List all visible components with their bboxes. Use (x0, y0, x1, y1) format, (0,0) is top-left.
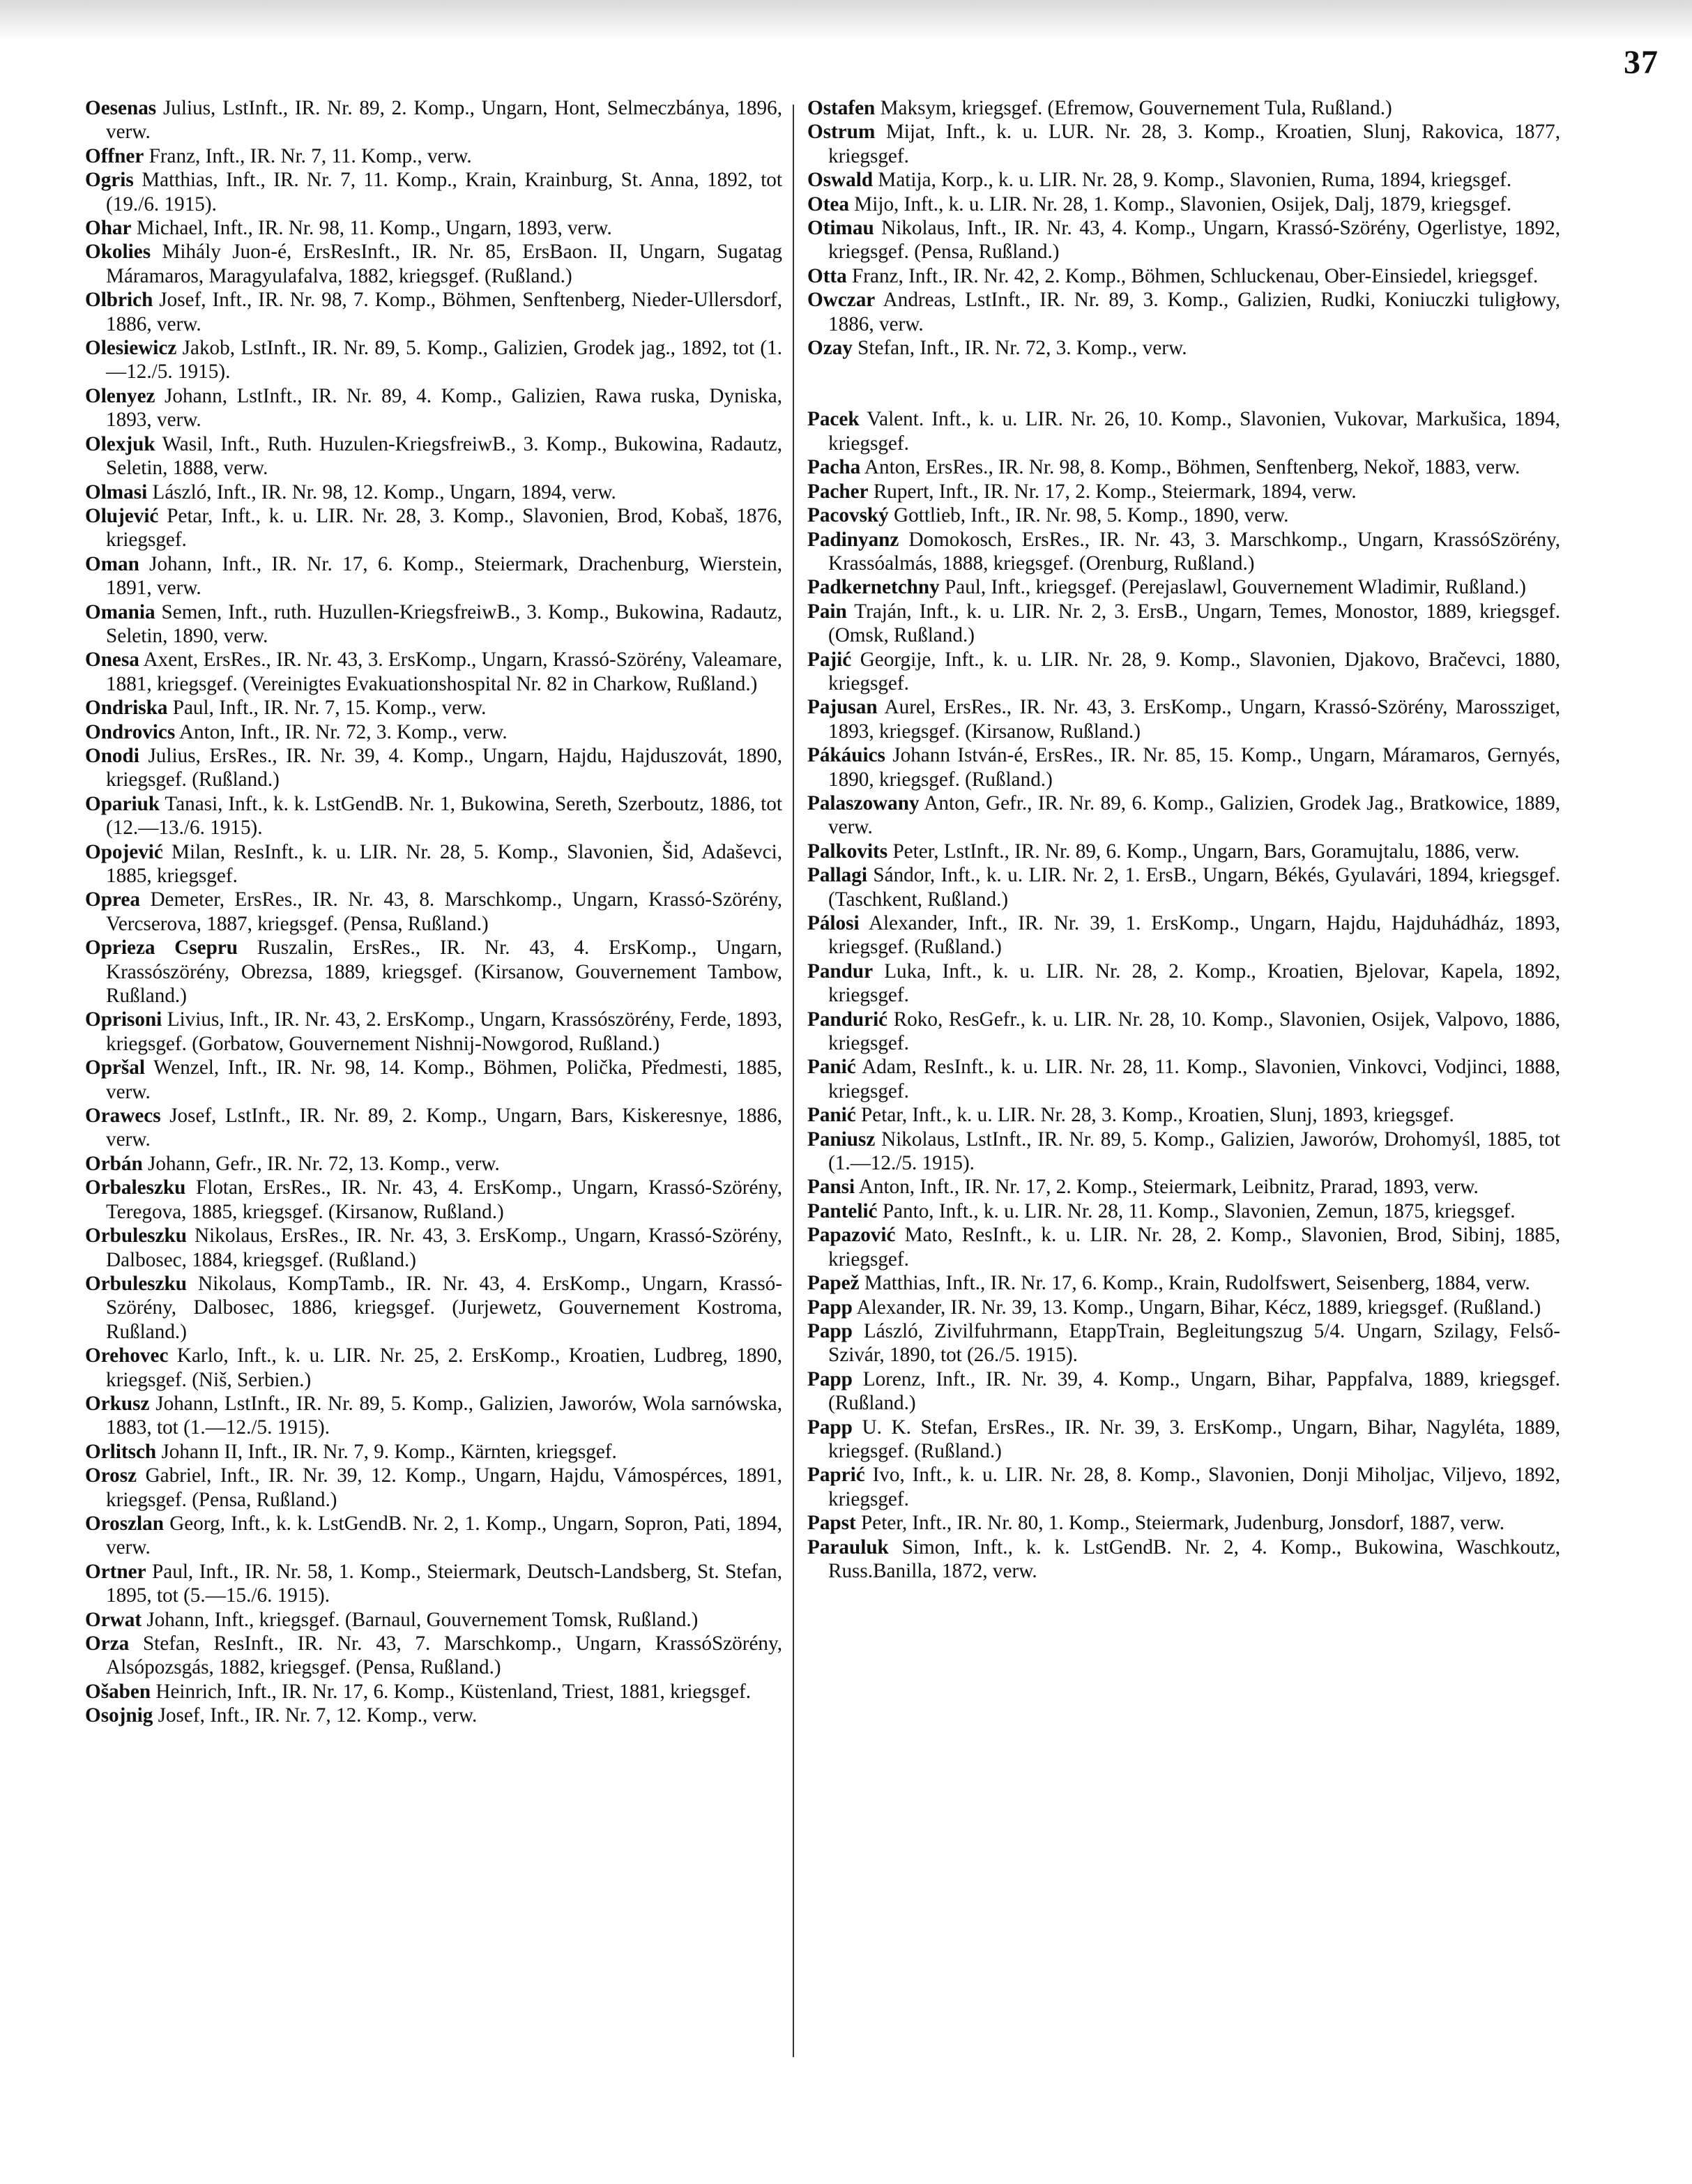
entry-surname: Ostrum (807, 121, 876, 144)
entry-surname: Onesa (85, 649, 139, 672)
entry-details: Domokosch, ErsRes., IR. Nr. 43, 3. Marschkomp., Ungarn, KrassóSzörény, Krassóalmás, 1888, kriegsgef. (Orenburg, Rußland.) (828, 528, 1560, 575)
register-entry (85, 648, 782, 696)
entry-surname: Pain (807, 600, 847, 623)
entry-details: Nikolaus, LstInft., IR. Nr. 89, 5. Komp., Galizien, Jaworów, Drohomyśl, 1885, tot (1.—12./5. 1915). (828, 1128, 1560, 1175)
entry-surname: Oprieza Csepru (85, 936, 238, 960)
entry-surname: Olenyez (85, 384, 155, 407)
register-entry (85, 384, 782, 432)
register-entry (807, 407, 1560, 455)
register-entry (85, 1344, 782, 1392)
register-entry (807, 863, 1560, 911)
entry-surname: Papp (807, 1296, 853, 1319)
entry-details: Andreas, LstInft., IR. Nr. 89, 3. Komp., Galizien, Rudki, Koniuczki tuligłowy, 1886, verw. (828, 289, 1560, 335)
entry-details: Johann, LstInft., IR. Nr. 89, 4. Komp., Galizien, Rawa ruska, Dyniska, 1893, verw. (106, 384, 782, 432)
entry-details: Julius, ErsRes., IR. Nr. 39, 4. Komp., Ungarn, Hajdu, Hajduszovát, 1890, kriegsgef. (Rußland.) (106, 744, 782, 791)
entry-details: Stefan, ResInft., IR. Nr. 43, 7. Marschkomp., Ungarn, KrassóSzörény, Alsópozsgás, 1882, kriegsgef. (Pensa, Rußland.) (106, 1632, 783, 1679)
register-entry (85, 1680, 782, 1704)
entry-surname: Pacher (807, 480, 869, 503)
entry-details: Gottlieb, Inft., IR. Nr. 98, 5. Komp., 1890, verw. (894, 504, 1289, 527)
entry-details: Matija, Korp., k. u. LIR. Nr. 28, 9. Komp., Slavonien, Ruma, 1894, kriegsgef. (878, 169, 1512, 192)
register-entry (85, 1104, 782, 1152)
entry-details: Franz, Inft., IR. Nr. 7, 11. Komp., verw. (148, 144, 472, 167)
entry-details: Ivo, Inft., k. u. LIR. Nr. 28, 8. Komp., Slavonien, Donji Miholjac, Viljevo, 1892, kriegsgef. (828, 1464, 1560, 1510)
register-entry (85, 1464, 782, 1512)
register-entry (85, 1008, 782, 1056)
entry-surname: Oprisoni (85, 1008, 162, 1031)
register-entry (807, 503, 1560, 527)
register-entry (85, 144, 782, 168)
entry-surname: Osojnig (85, 1704, 153, 1727)
register-entry (85, 1056, 782, 1104)
entry-details: Mijat, Inft., k. u. LUR. Nr. 28, 3. Komp., Kroatien, Slunj, Rakovica, 1877, kriegsgef. (828, 121, 1560, 167)
entry-surname: Orwat (85, 1608, 142, 1631)
page-number: 37 (1624, 44, 1659, 81)
entry-surname: Orawecs (85, 1105, 161, 1128)
register-entry (85, 168, 782, 216)
entry-details: Heinrich, Inft., IR. Nr. 17, 6. Komp., Küstenland, Triest, 1881, kriegsgef. (155, 1680, 752, 1703)
register-entry (85, 216, 782, 240)
register-entry (807, 1128, 1560, 1176)
register-entry (807, 1008, 1560, 1056)
entry-surname: Opariuk (85, 792, 160, 815)
register-entry (807, 336, 1560, 360)
register-entry (85, 1176, 782, 1224)
entry-surname: Pálosi (807, 912, 860, 934)
entry-details: Josef, Inft., IR. Nr. 98, 7. Komp., Böhmen, Senftenberg, Nieder-Ullersdorf, 1886, verw. (106, 289, 782, 335)
register-entry (807, 480, 1560, 503)
scan-edge-shadow (0, 0, 1692, 42)
entry-details: Lorenz, Inft., IR. Nr. 39, 4. Komp., Ungarn, Bihar, Pappfalva, 1889, kriegsgef. (Rußland.) (828, 1367, 1561, 1415)
register-entry (85, 792, 782, 840)
register-entry (85, 1632, 782, 1680)
register-entry (807, 1055, 1560, 1103)
register-entry (85, 552, 782, 600)
entry-surname: Orza (85, 1632, 130, 1655)
right-column (807, 96, 1560, 1583)
entry-details: Mijo, Inft., k. u. LIR. Nr. 28, 1. Komp., Slavonien, Osijek, Dalj, 1879, kriegsgef. (854, 192, 1512, 215)
register-entry (807, 1103, 1560, 1127)
entry-details: Franz, Inft., IR. Nr. 42, 2. Komp., Böhmen, Schluckenau, Ober-Einsiedel, kriegsgef. (852, 264, 1539, 287)
entry-details: Karlo, Inft., k. u. LIR. Nr. 25, 2. ErsKomp., Kroatien, Ludbreg, 1890, kriegsgef. (Niš, Serbien.) (106, 1344, 782, 1391)
entry-surname: Orlitsch (85, 1440, 157, 1463)
entry-details: Johann II, Inft., IR. Nr. 7, 9. Komp., Kärnten, kriegsgef. (161, 1440, 617, 1463)
register-entry (85, 720, 782, 744)
entry-details: Johann, Gefr., IR. Nr. 72, 13. Komp., verw. (148, 1152, 500, 1175)
entry-surname: Orbuleszku (85, 1272, 187, 1295)
entry-surname: Ozay (807, 337, 853, 360)
entry-surname: Ortner (85, 1560, 146, 1583)
entry-surname: Pandur (807, 960, 874, 983)
register-entry (807, 1175, 1560, 1199)
entry-details: Ruszalin, ErsRes., IR. Nr. 43, 4. ErsKomp., Ungarn, Krassószörény, Obrezsa, 1889, kriegsgef. (Kirsanow, Gouvernement Tambow, Rußland.) (106, 936, 782, 1008)
register-entry (807, 1223, 1560, 1271)
entry-details: Peter, Inft., IR. Nr. 80, 1. Komp., Steiermark, Judenburg, Jonsdorf, 1887, verw. (861, 1512, 1504, 1535)
entry-surname: Oswald (807, 169, 874, 192)
entry-details: Georgije, Inft., k. u. LIR. Nr. 28, 9. Komp., Slavonien, Djakovo, Bračevci, 1880, kriegsgef. (828, 648, 1561, 695)
entry-surname: Papež (807, 1272, 860, 1295)
entry-surname: Padkernetchny (807, 576, 940, 599)
entry-surname: Omania (85, 600, 155, 623)
register-entry (807, 455, 1560, 479)
entry-details: Aurel, ErsRes., IR. Nr. 43, 3. ErsKomp., Ungarn, Krassó-Szörény, Marossziget, 1893, kriegsgef. (Kirsanow, Rußland.) (828, 696, 1560, 743)
entry-details: Roko, ResGefr., k. u. LIR. Nr. 28, 10. Komp., Slavonien, Osijek, Valpovo, 1886, kriegsgef. (828, 1008, 1560, 1055)
register-entry (807, 288, 1560, 336)
register-entry (807, 216, 1560, 264)
entry-surname: Orbuleszku (85, 1224, 187, 1248)
entry-surname: Ogris (85, 169, 134, 192)
entry-surname: Pandurić (807, 1008, 888, 1031)
entry-details: Nikolaus, KompTamb., IR. Nr. 43, 4. ErsKomp., Ungarn, Krassó-Szörény, Dalbosec, 1886, kriegsgef. (Jurjewetz, Gouvernement Kostroma, Rußland.) (106, 1272, 782, 1343)
entry-details: Paul, Inft., IR. Nr. 7, 15. Komp., verw. (172, 697, 487, 720)
entry-details: Anton, ErsRes., IR. Nr. 98, 8. Komp., Böhmen, Senftenberg, Nekoř, 1883, verw. (864, 456, 1520, 479)
entry-surname: Papp (807, 1367, 853, 1390)
entry-surname: Orehovec (85, 1344, 169, 1367)
entry-details: Wenzel, Inft., IR. Nr. 98, 14. Komp., Böhmen, Polička, Předmesti, 1885, verw. (106, 1056, 782, 1103)
entry-surname: Ohar (85, 217, 132, 240)
entry-details: Anton, Gefr., IR. Nr. 89, 6. Komp., Galizien, Grodek Jag., Bratkowice, 1889, verw. (828, 791, 1561, 839)
register-entry (85, 336, 782, 384)
entry-details: Johann, LstInft., IR. Nr. 89, 5. Komp., Galizien, Jaworów, Wola sarnówska, 1883, tot (1.—12./5. 1915). (106, 1392, 782, 1439)
register-entry (807, 648, 1560, 696)
entry-details: Flotan, ErsRes., IR. Nr. 43, 4. ErsKomp., Ungarn, Krassó-Szörény, Teregova, 1885, kriegsgef. (Kirsanow, Rußland.) (106, 1176, 782, 1223)
register-entry (807, 1416, 1560, 1464)
entry-details: Stefan, Inft., IR. Nr. 72, 3. Komp., verw. (858, 337, 1187, 360)
entry-surname: Otta (807, 264, 847, 287)
entry-surname: Palaszowany (807, 791, 920, 814)
entry-surname: Pacha (807, 456, 861, 479)
entry-details: Panto, Inft., k. u. LIR. Nr. 28, 11. Komp., Slavonien, Zemun, 1875, kriegsgef. (882, 1199, 1516, 1222)
entry-details: Demeter, ErsRes., IR. Nr. 43, 8. Marschkomp., Ungarn, Krassó-Szörény, Vercserova, 1887, kriegsgef. (Pensa, Rußland.) (106, 888, 783, 935)
entry-details: Tanasi, Inft., k. k. LstGendB. Nr. 1, Bukowina, Sereth, Szerboutz, 1886, tot (12.—13./6. 1915). (106, 792, 782, 840)
register-entry (85, 936, 782, 1008)
entry-surname: Otimau (807, 217, 874, 240)
entry-details: Gabriel, Inft., IR. Nr. 39, 12. Komp., Ungarn, Hajdu, Vámospérces, 1891, kriegsgef. (Pensa, Rußland.) (106, 1464, 782, 1511)
register-entry (807, 528, 1560, 576)
entry-details: Milan, ResInft., k. u. LIR. Nr. 28, 5. Komp., Slavonien, Šid, Adaševci, 1885, kriegsgef. (106, 840, 783, 887)
section-o (807, 96, 1560, 360)
register-entry (85, 600, 782, 649)
section-p (807, 407, 1560, 1583)
entry-details: Josef, LstInft., IR. Nr. 89, 2. Komp., Ungarn, Bars, Kiskeresnye, 1886, verw. (106, 1105, 783, 1151)
register-entry (85, 1512, 782, 1560)
entry-surname: Pákáuics (807, 744, 885, 767)
entry-details: László, Zivilfuhrmann, EtappTrain, Begleitungszug 5/4. Ungarn, Szilagy, Felső-Szivár, 1890, tot (26./5. 1915). (828, 1319, 1560, 1367)
register-entry (807, 1511, 1560, 1535)
entry-surname: Ošaben (85, 1680, 151, 1703)
entry-surname: Olbrich (85, 289, 153, 312)
entry-surname: Pajić (807, 648, 852, 671)
register-entry (85, 744, 782, 792)
entry-surname: Olesiewicz (85, 337, 177, 360)
register-entry (807, 120, 1560, 168)
register-entry (807, 1199, 1560, 1223)
register-entry (807, 1271, 1560, 1295)
register-entry (85, 1608, 782, 1632)
entry-surname: Pantelić (807, 1199, 878, 1222)
entry-surname: Pajusan (807, 696, 878, 719)
entry-details: Georg, Inft., k. k. LstGendB. Nr. 2, 1. Komp., Ungarn, Sopron, Pati, 1894, verw. (106, 1512, 782, 1559)
entry-details: Julius, LstInft., IR. Nr. 89, 2. Komp., Ungarn, Hont, Selmeczbánya, 1896, verw. (106, 97, 783, 144)
entry-surname: Panić (807, 1104, 856, 1127)
register-entry (85, 432, 782, 480)
entry-details: László, Inft., IR. Nr. 98, 12. Komp., Ungarn, 1894, verw. (152, 480, 616, 503)
entry-details: Wasil, Inft., Ruth. Huzulen-KriegsfreiwB., 3. Komp., Bukowina, Radautz, Seletin, 1888, verw. (106, 432, 782, 480)
entry-surname: Pacek (807, 408, 860, 431)
register-entry (807, 791, 1560, 840)
entry-details: Semen, Inft., ruth. Huzullen-KriegsfreiwB., 3. Komp., Bukowina, Radautz, Seletin, 1890, verw. (106, 600, 782, 647)
entry-surname: Oprea (85, 888, 140, 911)
register-entry (807, 1367, 1560, 1416)
entry-surname: Parauluk (807, 1535, 889, 1559)
entry-details: Peter, LstInft., IR. Nr. 89, 6. Komp., Ungarn, Bars, Goramujtalu, 1886, verw. (892, 840, 1520, 863)
entry-details: Matthias, Inft., IR. Nr. 7, 11. Komp., Krain, Krainburg, St. Anna, 1892, tot (19./6. 1915). (106, 169, 782, 215)
entry-details: Johann István-é, ErsRes., IR. Nr. 85, 15. Komp., Ungarn, Máramaros, Gernyés, 1890, kriegsgef. (Rußland.) (828, 744, 1560, 791)
entry-surname: Orbán (85, 1152, 143, 1175)
entry-surname: Olexjuk (85, 432, 155, 455)
entry-details: Rupert, Inft., IR. Nr. 17, 2. Komp., Steiermark, 1894, verw. (873, 480, 1357, 503)
entry-details: Mato, ResInft., k. u. LIR. Nr. 28, 2. Komp., Slavonien, Brod, Sibinj, 1885, kriegsgef. (828, 1224, 1560, 1271)
entry-details: Adam, ResInft., k. u. LIR. Nr. 28, 11. Komp., Slavonien, Vinkovci, Vodjinci, 1888, kriegsgef. (828, 1056, 1560, 1102)
entry-surname: Orbaleszku (85, 1176, 186, 1199)
entry-surname: Owczar (807, 289, 876, 312)
entry-surname: Paprić (807, 1464, 865, 1487)
register-entry (807, 168, 1560, 192)
entry-surname: Otea (807, 192, 849, 215)
entry-details: Nikolaus, ErsRes., IR. Nr. 43, 3. ErsKomp., Ungarn, Krassó-Szörény, Dalbosec, 1884, kriegsgef. (Rußland.) (106, 1224, 783, 1271)
register-entry (85, 1152, 782, 1176)
entry-surname: Offner (85, 144, 144, 167)
entry-details: Traján, Inft., k. u. LIR. Nr. 2, 3. ErsB., Ungarn, Temes, Monostor, 1889, kriegsgef. (Omsk, Rußland.) (828, 600, 1560, 647)
register-entry (807, 1535, 1560, 1584)
entry-surname: Palkovits (807, 840, 888, 863)
entry-details: Johann, Inft., kriegsgef. (Barnaul, Gouvernement Tomsk, Rußland.) (146, 1608, 699, 1631)
entry-surname: Papp (807, 1416, 853, 1439)
entry-surname: Ondriska (85, 697, 168, 720)
entry-surname: Oman (85, 552, 139, 575)
entry-surname: Orkusz (85, 1392, 150, 1415)
entry-surname: Olmasi (85, 480, 148, 503)
entry-surname: Papst (807, 1512, 856, 1535)
entry-surname: Pansi (807, 1176, 855, 1199)
register-entry (85, 1224, 782, 1272)
register-entry (807, 96, 1560, 120)
register-entry (807, 1319, 1560, 1367)
entry-details: Nikolaus, Inft., IR. Nr. 43, 4. Komp., Ungarn, Krassó-Szörény, Ogerlistye, 1892, kriegsgef. (Pensa, Rußland.) (828, 217, 1560, 264)
register-entry (85, 96, 782, 144)
register-entry (85, 504, 782, 552)
entry-details: Sándor, Inft., k. u. LIR. Nr. 2, 1. ErsB., Ungarn, Békés, Gyulavári, 1894, kriegsgef. (Taschkent, Rußland.) (828, 864, 1560, 911)
entry-surname: Papazović (807, 1224, 896, 1247)
register-entry (85, 888, 782, 936)
entry-surname: Pacovský (807, 504, 889, 527)
register-entry (85, 1560, 782, 1608)
entry-surname: Papp (807, 1319, 853, 1342)
entry-details: Mihály Juon-é, ErsResInft., IR. Nr. 85, ErsBaon. II, Ungarn, Sugatag Máramaros, Maragyulafalva, 1882, kriegsgef. (Rußland.) (106, 241, 782, 287)
left-column (85, 96, 782, 1728)
entry-surname: Padinyanz (807, 528, 899, 551)
entry-surname: Ondrovics (85, 720, 176, 743)
entry-details: Luka, Inft., k. u. LIR. Nr. 28, 2. Komp., Kroatien, Bjelovar, Kapela, 1892, kriegsgef. (828, 960, 1560, 1007)
entry-details: Valent. Inft., k. u. LIR. Nr. 26, 10. Komp., Slavonien, Vukovar, Markušica, 1894, kriegsgef. (828, 408, 1560, 455)
entry-details: Livius, Inft., IR. Nr. 43, 2. ErsKomp., Ungarn, Krassószörény, Ferde, 1893, kriegsgef. (Gorbatow, Gouvernement Nishnij-Nowgorod, Rußland.) (106, 1008, 782, 1055)
entry-details: Josef, Inft., IR. Nr. 7, 12. Komp., verw. (158, 1704, 478, 1727)
entry-surname: Pallagi (807, 864, 867, 887)
entry-details: Alexander, IR. Nr. 39, 13. Komp., Ungarn, Bihar, Kécz, 1889, kriegsgef. (Rußland.) (856, 1296, 1541, 1319)
entry-details: Anton, Inft., IR. Nr. 17, 2. Komp., Steiermark, Leibnitz, Prarad, 1893, verw. (858, 1176, 1479, 1199)
register-entry (807, 600, 1560, 648)
register-entry (807, 192, 1560, 216)
entry-surname: Oroszlan (85, 1512, 164, 1535)
register-entry (807, 1463, 1560, 1511)
entry-surname: Paniusz (807, 1128, 876, 1151)
entry-details: Matthias, Inft., IR. Nr. 17, 6. Komp., Krain, Rudolfswert, Seisenberg, 1884, verw. (864, 1272, 1530, 1295)
register-entry (85, 288, 782, 336)
register-entry (85, 1272, 782, 1344)
entry-details: Michael, Inft., IR. Nr. 98, 11. Komp., Ungarn, 1893, verw. (136, 217, 612, 240)
register-entry (85, 480, 782, 504)
register-entry (807, 575, 1560, 599)
column-divider (793, 105, 794, 2057)
register-entry (85, 696, 782, 720)
entry-details: Jakob, LstInft., IR. Nr. 89, 5. Komp., Galizien, Grodek jag., 1892, tot (1.—12./5. 1915). (106, 337, 783, 384)
register-entry (85, 1392, 782, 1440)
entry-surname: Okolies (85, 241, 151, 264)
entry-details: Paul, Inft., kriegsgef. (Perejaslawl, Gouvernement Wladimir, Rußland.) (945, 576, 1526, 599)
entry-details: U. K. Stefan, ErsRes., IR. Nr. 39, 3. ErsKomp., Ungarn, Bihar, Nagyléta, 1889, kriegsgef. (Rußland.) (828, 1416, 1560, 1462)
entry-details: Axent, ErsRes., IR. Nr. 43, 3. ErsKomp., Ungarn, Krassó-Szörény, Valeamare, 1881, kriegsgef. (Vereinigtes Evakuationshospital Nr. 82 in Charkow, Rußland.) (106, 649, 783, 695)
entry-surname: Onodi (85, 744, 139, 767)
entry-details: Paul, Inft., IR. Nr. 58, 1. Komp., Steiermark, Deutsch-Landsberg, St. Stefan, 1895, tot (5.—15./6. 1915). (106, 1560, 782, 1607)
entry-surname: Ostafen (807, 97, 876, 119)
register-entry (807, 264, 1560, 288)
register-entry (85, 840, 782, 888)
entry-details: Simon, Inft., k. k. LstGendB. Nr. 2, 4. Komp., Bukowina, Waschkoutz, Russ.Banilla, 1872, verw. (828, 1535, 1561, 1582)
entry-details: Petar, Inft., k. u. LIR. Nr. 28, 3. Komp., Kroatien, Slunj, 1893, kriegsgef. (861, 1104, 1454, 1127)
entry-details: Anton, Inft., IR. Nr. 72, 3. Komp., verw. (178, 720, 508, 743)
entry-details: Petar, Inft., k. u. LIR. Nr. 28, 3. Komp., Slavonien, Brod, Kobaš, 1876, kriegsgef. (106, 504, 783, 552)
entry-surname: Opršal (85, 1056, 145, 1079)
register-entry (807, 695, 1560, 743)
register-entry (85, 1704, 782, 1727)
entry-surname: Oesenas (85, 97, 157, 119)
entry-surname: Panić (807, 1056, 856, 1079)
entry-details: Alexander, Inft., IR. Nr. 39, 1. ErsKomp., Ungarn, Hajdu, Hajduhádház, 1893, kriegsgef. (Rußland.) (828, 912, 1561, 959)
register-entry (807, 960, 1560, 1008)
entry-surname: Olujević (85, 504, 159, 527)
register-entry (807, 743, 1560, 791)
register-entry (807, 1296, 1560, 1319)
register-entry (85, 240, 782, 288)
section-gap (807, 360, 1560, 407)
entry-details: Johann, Inft., IR. Nr. 17, 6. Komp., Steiermark, Drachenburg, Wierstein, 1891, verw. (106, 552, 783, 600)
register-entry (85, 1440, 782, 1464)
register-entry (807, 840, 1560, 863)
register-entry (807, 911, 1560, 960)
entry-surname: Opojević (85, 840, 163, 863)
entry-details: Maksym, kriegsgef. (Efremow, Gouvernement Tula, Rußland.) (880, 97, 1392, 119)
entry-surname: Orosz (85, 1464, 137, 1487)
